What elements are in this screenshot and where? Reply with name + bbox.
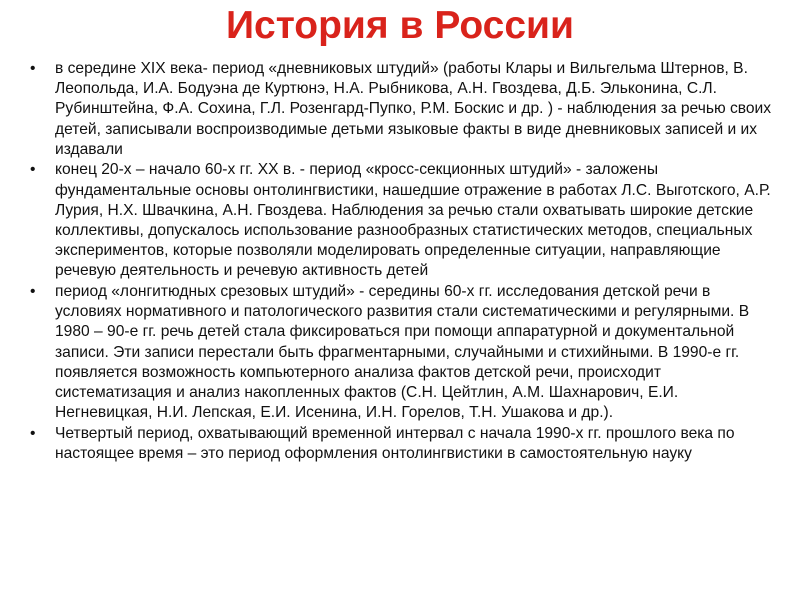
bullet-dot-icon: • (30, 424, 36, 442)
bullet-item (28, 59, 776, 160)
bullet-dot-icon: • (30, 283, 36, 301)
bullet-text: в середине XIX века- период «дневниковых штудий» (работы Клары и Вильгельма Штернов, В. Леопольда, И.А. Бодуэна де Куртюнэ, Н.А. Рыбникова, А.Н. Гвоздева, Д.Б. Эльконина, С.Л. Рубинштейна, Ф.А. Сохина, Г.Л. Розенгард-Пупко, Р.М. Боскис и др. ) - наблюдения за речью своих детей, записывали воспроизводимые детьми языковые факты в виде дневниковых записей и их издавали (55, 60, 772, 158)
bullet-item (28, 424, 776, 464)
bullet-item (28, 282, 776, 423)
bullet-text: конец 20-х – начало 60-х гг. XX в. - период «кросс-секционных штудий» - заложены фундаментальные основы онтолингвистики, нашедшие отражение в работах Л.С. Выготского, А.Р. Лурия, Н.Х. Швачкина, А.Н. Гвоздева. Наблюдения за речью стали охватывать широкие детские коллективы, допускалось использование разнообразных статистических методов, специальных экспериментов, которые позволяли моделировать определенные ситуации, направляющие речевую деятельность и речевую активность детей (55, 161, 771, 280)
bullet-dot-icon: • (30, 60, 36, 77)
bullet-dot-icon: • (30, 161, 36, 179)
bullet-text: период «лонгитюдных срезовых штудий» - середины 60-х гг. исследования детской речи в условиях нормативного и патологического развития стали систематическими и регулярными. В 1980 – 90-е гг. речь детей стала фиксироваться при помощи аппаратурной и документальной записи. Эти записи перестали быть фрагментарными, случайными и стихийными. В 1990-е гг. появляется возможность компьютерного анализа фактов детской речи, происходит систематизация и анализ накопленных фактов (С.Н. Цейтлин, А.М. Шахнарович, Е.И. Негневицкая, Н.И. Лепская, Е.И. Исенина, И.Н. Горелов, Т.Н. Ушакова и др.). (55, 283, 750, 422)
bullet-item (28, 160, 776, 281)
bullet-list (28, 59, 776, 465)
bullet-text: Четвертый период, охватывающий временной интервал с начала 1990-х гг. прошлого века по настоящее время – это период оформления онтолингвистики в самостоятельную науку (55, 424, 735, 463)
slide-title: История в России (225, 4, 574, 47)
